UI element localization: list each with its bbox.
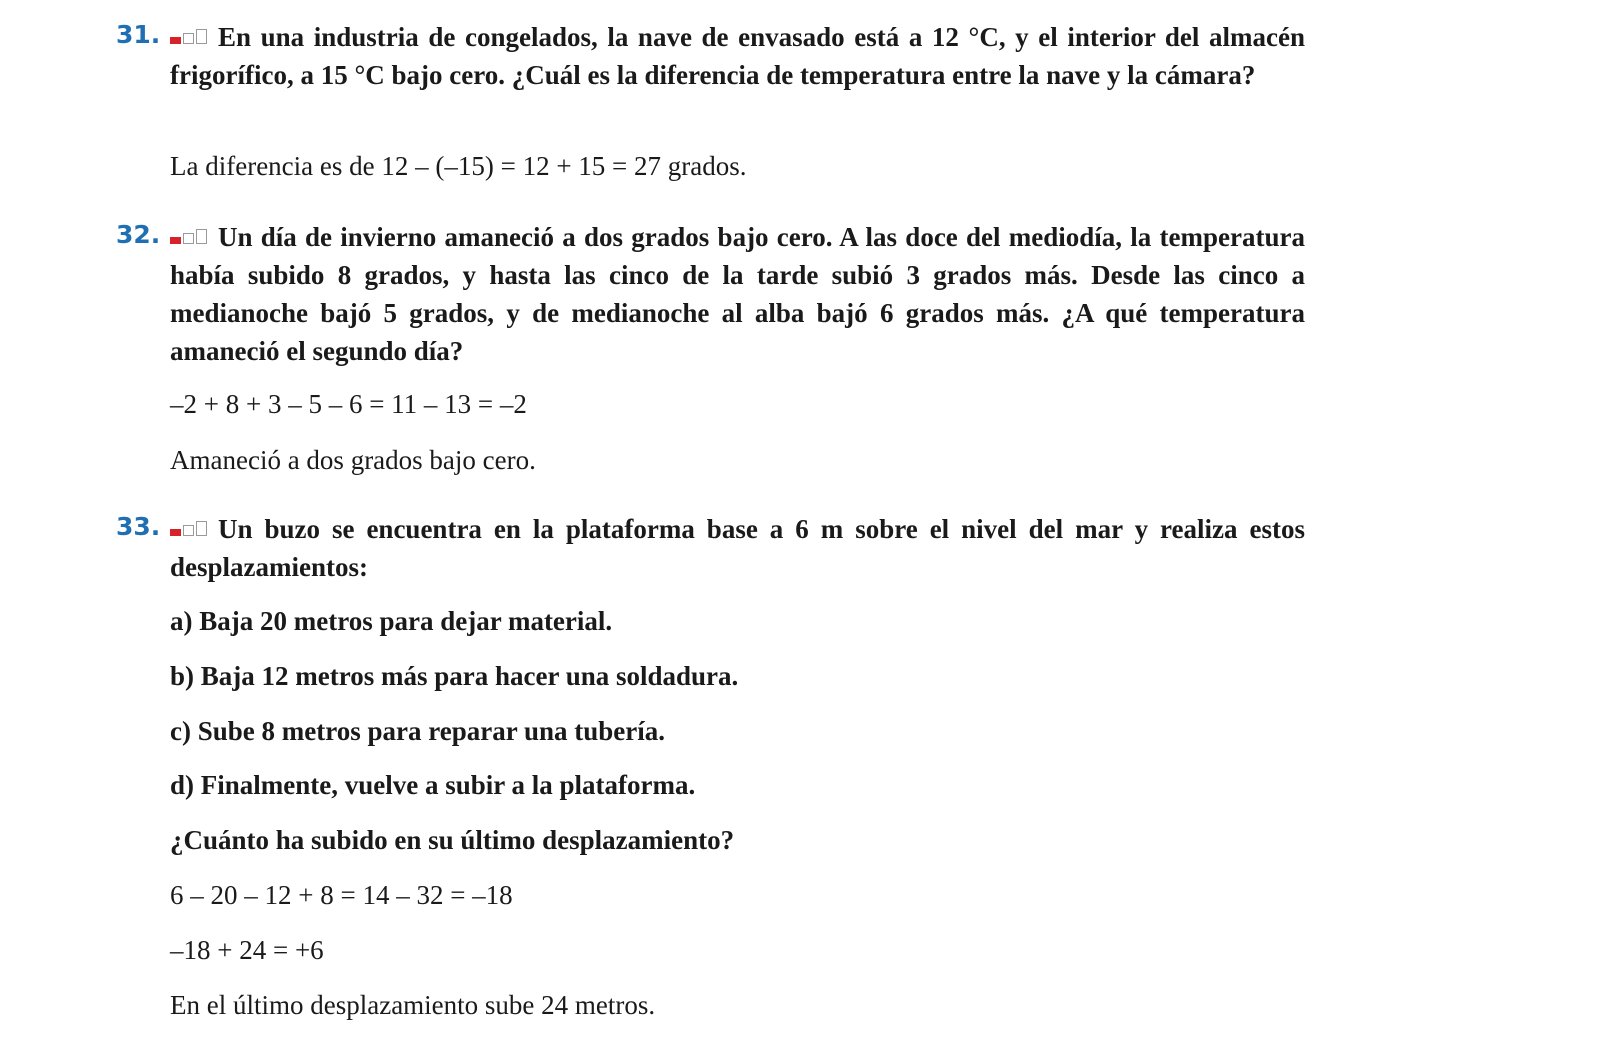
- answer-line: Amaneció a dos grados bajo cero.: [170, 445, 536, 475]
- question-text: Un día de invierno amaneció a dos grados bajo cero. A las doce del mediodía, la temperatura había subido 8 grados, y hasta las cinco de la tarde subió 3 grados más. Desde las cinco a medianoche bajó 5 grados, y de medianoche al alba bajó 6 grados más. ¿A qué temperatura amaneció el segundo día?: [170, 222, 1305, 366]
- answer-line: –2 + 8 + 3 – 5 – 6 = 11 – 13 = –2: [170, 389, 527, 419]
- sub-item-d: d) Finalmente, vuelve a subir a la plataforma.: [170, 770, 696, 800]
- sub-item-c: c) Sube 8 metros para reparar una tubería.: [170, 716, 665, 746]
- question-text: En una industria de congelados, la nave de envasado está a 12 °C, y el interior del almacén frigorífico, a 15 °C bajo cero. ¿Cuál es la diferencia de temperatura entre la nave y la cámara?: [170, 22, 1305, 90]
- exercise-number: 33.: [116, 512, 161, 541]
- sub-item-a: a) Baja 20 metros para dejar material.: [170, 606, 613, 636]
- answer-line: En el último desplazamiento sube 24 metros.: [170, 990, 656, 1020]
- answer-line: 6 – 20 – 12 + 8 = 14 – 32 = –18: [170, 880, 513, 910]
- answer-line: –18 + 24 = +6: [170, 935, 324, 965]
- sub-item-b: b) Baja 12 metros más para hacer una soldadura.: [170, 661, 739, 691]
- answer-line: La diferencia es de 12 – (–15) = 12 + 15 = 27 grados.: [170, 151, 747, 181]
- question-text: Un buzo se encuentra en la plataforma base a 6 m sobre el nivel del mar y realiza estos desplazamientos:: [170, 514, 1305, 582]
- sub-question: ¿Cuánto ha subido en su último desplazamiento?: [170, 825, 735, 855]
- exercise-number: 32.: [116, 220, 161, 249]
- exercise-number: 31.: [116, 20, 161, 49]
